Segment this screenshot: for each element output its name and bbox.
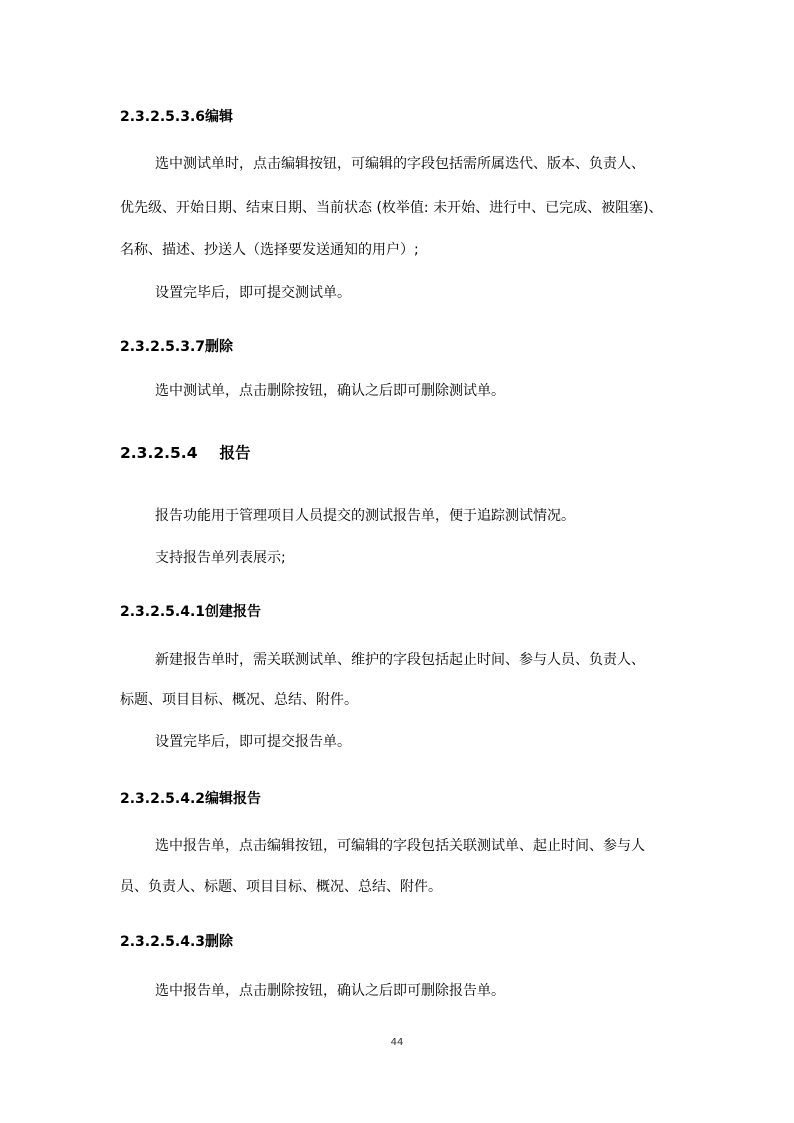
heading-edit-test: 2.3.2.5.3.6编辑 — [120, 109, 234, 125]
paragraph-create-report-line-3: 设置完毕后，即可提交报告单。 — [155, 734, 351, 750]
paragraph-edit-test-line-2: 优先级、开始日期、结束日期、当前状态 (枚举值: 未开始、进行中、已完成、被阻塞)、 — [120, 200, 663, 216]
paragraph-edit-report-line-1: 选中报告单，点击编辑按钮，可编辑的字段包括关联测试单、起止时间、参与人 — [155, 838, 645, 854]
heading-delete-test: 2.3.2.5.3.7删除 — [120, 339, 234, 355]
paragraph-report-line-1: 报告功能用于管理项目人员提交的测试报告单，便于追踪测试情况。 — [155, 508, 575, 524]
heading-create-report: 2.3.2.5.4.1创建报告 — [120, 604, 262, 620]
paragraph-report-line-2: 支持报告单列表展示; — [155, 550, 286, 566]
heading-delete-report: 2.3.2.5.4.3删除 — [120, 934, 234, 950]
paragraph-edit-test-line-3: 名称、描述、抄送人（选择要发送通知的用户）; — [120, 242, 419, 258]
paragraph-edit-test-line-4: 设置完毕后，即可提交测试单。 — [155, 285, 351, 301]
paragraph-delete-test: 选中测试单，点击删除按钮，确认之后即可删除测试单。 — [155, 383, 505, 399]
heading-edit-report: 2.3.2.5.4.2编辑报告 — [120, 791, 262, 807]
paragraph-edit-test-line-1: 选中测试单时，点击编辑按钮，可编辑的字段包括需所属迭代、版本、负责人、 — [155, 156, 645, 172]
page-number: 44 — [390, 1037, 404, 1048]
paragraph-delete-report: 选中报告单，点击删除按钮，确认之后即可删除报告单。 — [155, 983, 505, 999]
heading-report — [120, 442, 251, 464]
heading-report-title: 报告 — [219, 444, 251, 462]
paragraph-edit-report-line-2: 员、负责人、标题、项目目标、概况、总结、附件。 — [120, 879, 442, 895]
heading-report-number: 2.3.2.5.4 — [120, 444, 198, 462]
paragraph-create-report-line-2: 标题、项目目标、概况、总结、附件。 — [120, 692, 358, 708]
paragraph-create-report-line-1: 新建报告单时，需关联测试单、维护的字段包括起止时间、参与人员、负责人、 — [155, 652, 645, 668]
